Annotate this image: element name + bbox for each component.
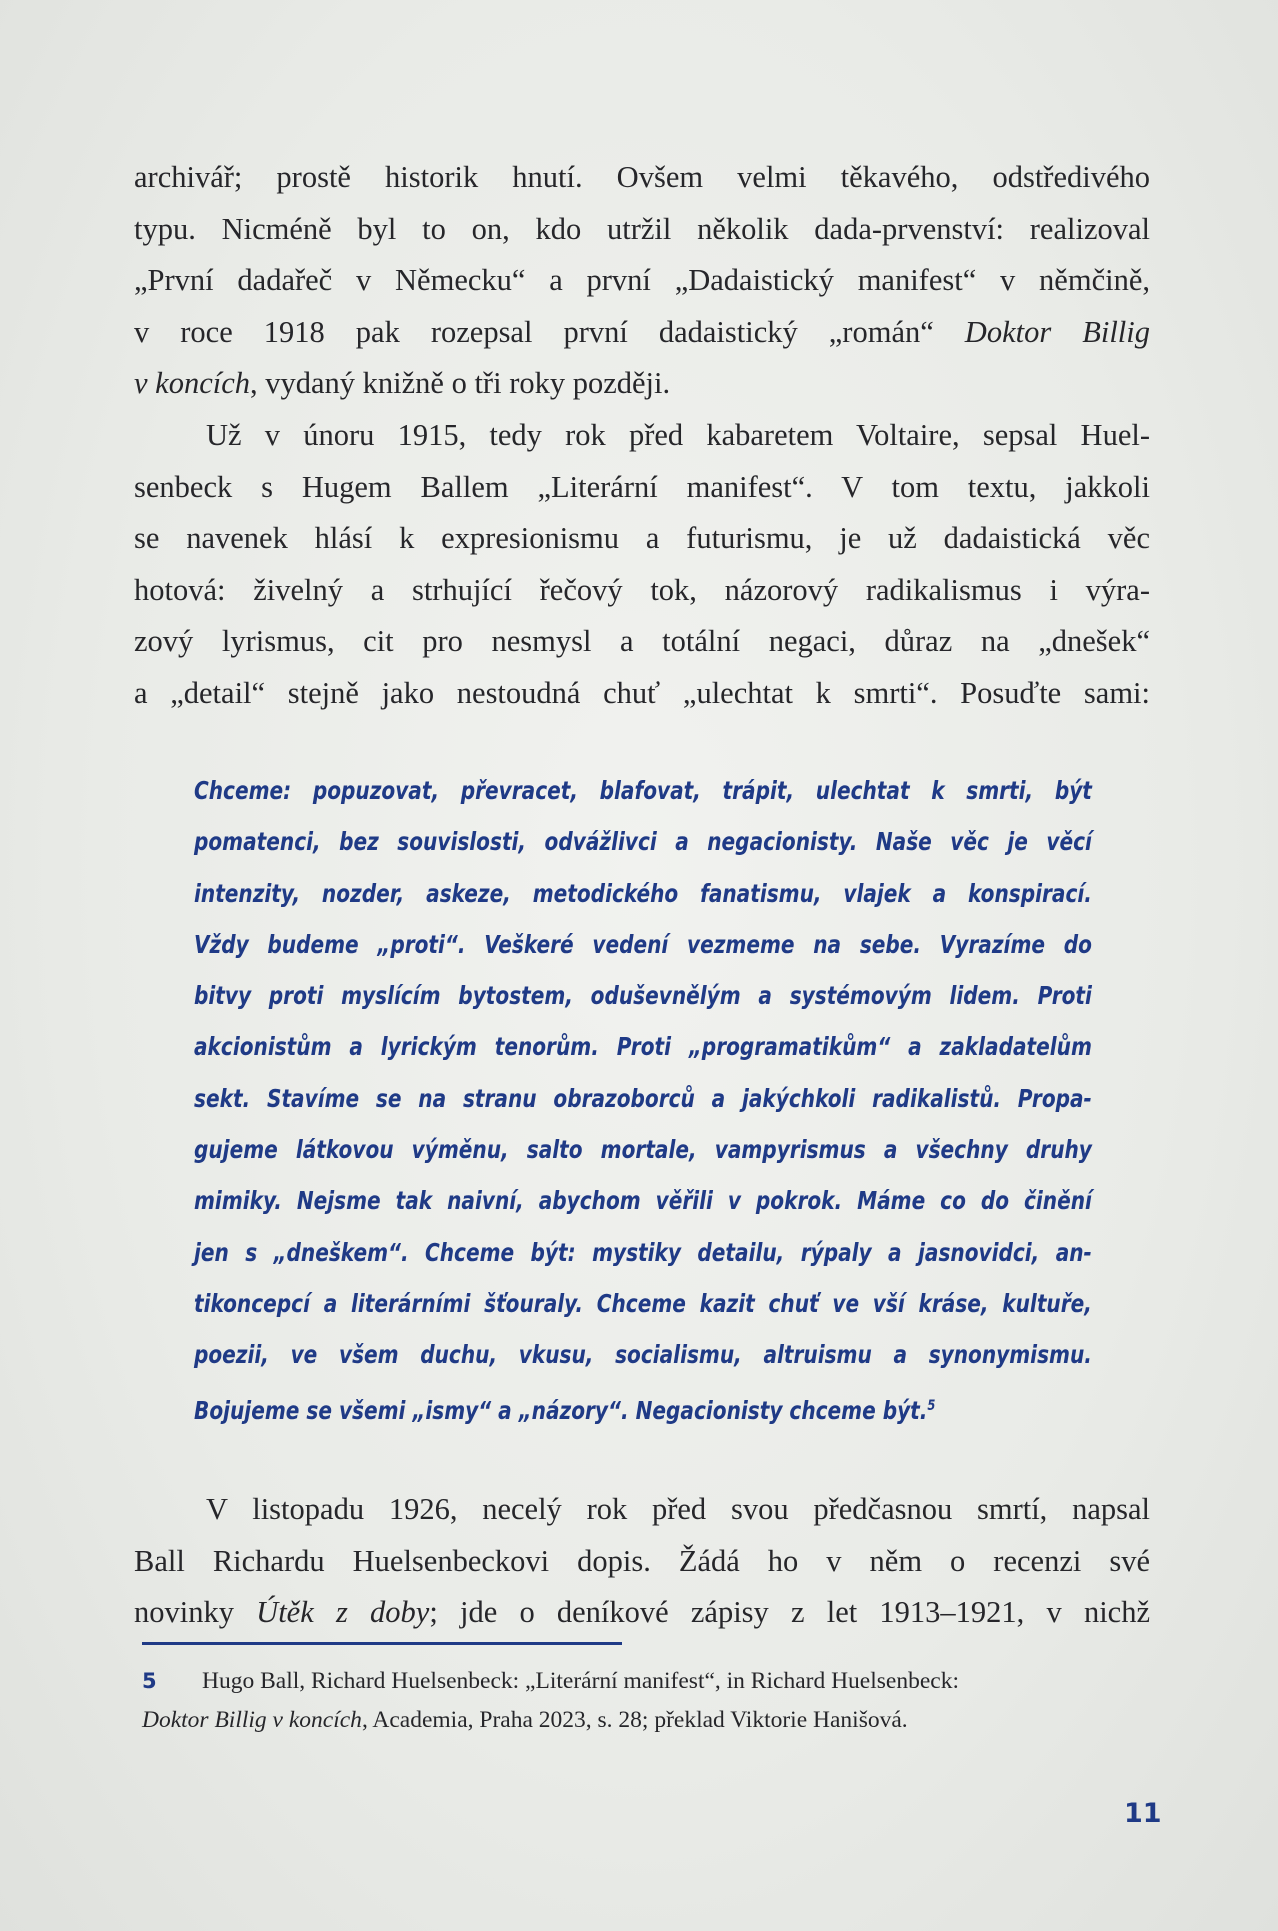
- text-line: senbeck s Hugem Ballem „Literární manifest“. V tom textu, jakkoli: [134, 469, 1150, 504]
- text-line: se navenek hlásí k expresionismu a futurismu, je už dadaistická věc: [134, 521, 1150, 555]
- quote-line: mimiky. Nejsme tak naivní, abychom věřili v pokrok. Máme co do činění: [194, 1186, 1092, 1216]
- footnote-marker[interactable]: 5: [927, 1397, 936, 1414]
- text-line: a „detail“ stejně jako nestoudná chuť „ulechtat k smrti“. Posuďte sami:: [134, 675, 1150, 710]
- text-line: „První dadařeč v Německu“ a první „Dadaistický manifest“ v němčině,: [134, 263, 1150, 297]
- quote-line: intenzity, nozder, askeze, metodického fanatismu, vlajek a konspirací.: [194, 878, 1092, 908]
- quote-line: Vždy budeme „proti“. Veškeré vedení vezmeme na sebe. Vyrazíme do: [194, 929, 1092, 959]
- quote-line: poezii, ve všem duchu, vkusu, socialismu, altruismu a synonymismu.: [194, 1340, 1092, 1370]
- paragraph-3: [134, 1484, 1150, 1639]
- quote-line: [194, 1381, 1092, 1436]
- footnote-text: Hugo Ball, Richard Huelsenbeck: „Literární manifest“, in Richard Huelsenbeck:: [202, 1668, 959, 1694]
- text-line: Ball Richardu Huelsenbeckovi dopis. Žádá ho v něm o recenzi své: [134, 1543, 1150, 1578]
- book-title-italic: Doktor Billig v koncích: [142, 1707, 362, 1733]
- text-fragment: ; jde o deníkové zápisy z let 1913–1921, v nichž: [429, 1595, 1150, 1629]
- quote-line: jen s „dneškem“. Chceme být: mystiky detailu, rýpaly a jasnovidci, an-: [194, 1237, 1092, 1267]
- book-title-italic: Útěk z doby: [256, 1595, 430, 1629]
- paragraph-1: [134, 152, 1150, 410]
- quote-line: sekt. Stavíme se na stranu obrazoborců a jakýchkoli radikalistů. Propa-: [194, 1083, 1092, 1113]
- book-title-italic: v koncích: [134, 366, 250, 400]
- quote-line: Chceme: popuzovat, převracet, blafovat, trápit, ulechtat k smrti, být: [194, 776, 1092, 805]
- footnote: [142, 1662, 1152, 1740]
- text-line: V listopadu 1926, necelý rok před svou předčasnou smrtí, napsal: [206, 1492, 1150, 1526]
- footnote-line: [142, 1701, 1152, 1740]
- page-number: 11: [1124, 1798, 1162, 1829]
- quote-line: tikoncepcí a literárními šťouraly. Chceme kazit chuť ve vší kráse, kultuře,: [194, 1288, 1092, 1318]
- text-line: [134, 1587, 1150, 1639]
- quote-line: pomatenci, bez souvislosti, odvážlivci a negacionisty. Naše věc je věcí: [194, 827, 1092, 857]
- text-fragment: novinky: [134, 1595, 257, 1629]
- text-line: [134, 307, 1150, 359]
- block-quote: [194, 765, 1092, 1436]
- quote-line: gujeme látkovou výměnu, salto mortale, vampyrismus a všechny druhy: [194, 1135, 1092, 1165]
- footnote-line: [142, 1662, 1152, 1701]
- book-title-italic: Doktor Billig: [964, 314, 1150, 349]
- text-fragment: Bojujeme se všemi „ismy“ a „názory“. Negacionisty chceme být.: [194, 1395, 928, 1425]
- text-fragment: v roce 1918 pak rozepsal první dadaistický „román“: [134, 314, 965, 349]
- text-line: zový lyrismus, cit pro nesmysl a totální negaci, důraz na „dnešek“: [134, 624, 1150, 658]
- text-line: archivář; prostě historik hnutí. Ovšem velmi těkavého, odstředivého: [134, 160, 1150, 194]
- text-line: typu. Nicméně byl to on, kdo utržil několik dada-prvenství: realizoval: [134, 211, 1150, 246]
- footnote-divider: [142, 1642, 622, 1645]
- quote-line: akcionistům a lyrickým tenorům. Proti „programatikům“ a zakladatelům: [194, 1032, 1092, 1062]
- footnote-text: , Academia, Praha 2023, s. 28; překlad Viktorie Hanišová.: [361, 1707, 908, 1733]
- text-line: hotová: živelný a strhující řečový tok, názorový radikalismus i výra-: [134, 572, 1150, 607]
- paragraph-2: [134, 410, 1150, 719]
- text-fragment: , vydaný knižně o tři roky později.: [250, 366, 671, 400]
- quote-line: bitvy proti myslícím bytostem, oduševnělým a systémovým lidem. Proti: [194, 981, 1092, 1011]
- footnote-number: 5: [142, 1669, 157, 1693]
- text-line: [134, 358, 1150, 410]
- text-line: Už v únoru 1915, tedy rok před kabaretem Voltaire, sepsal Huel-: [206, 418, 1150, 452]
